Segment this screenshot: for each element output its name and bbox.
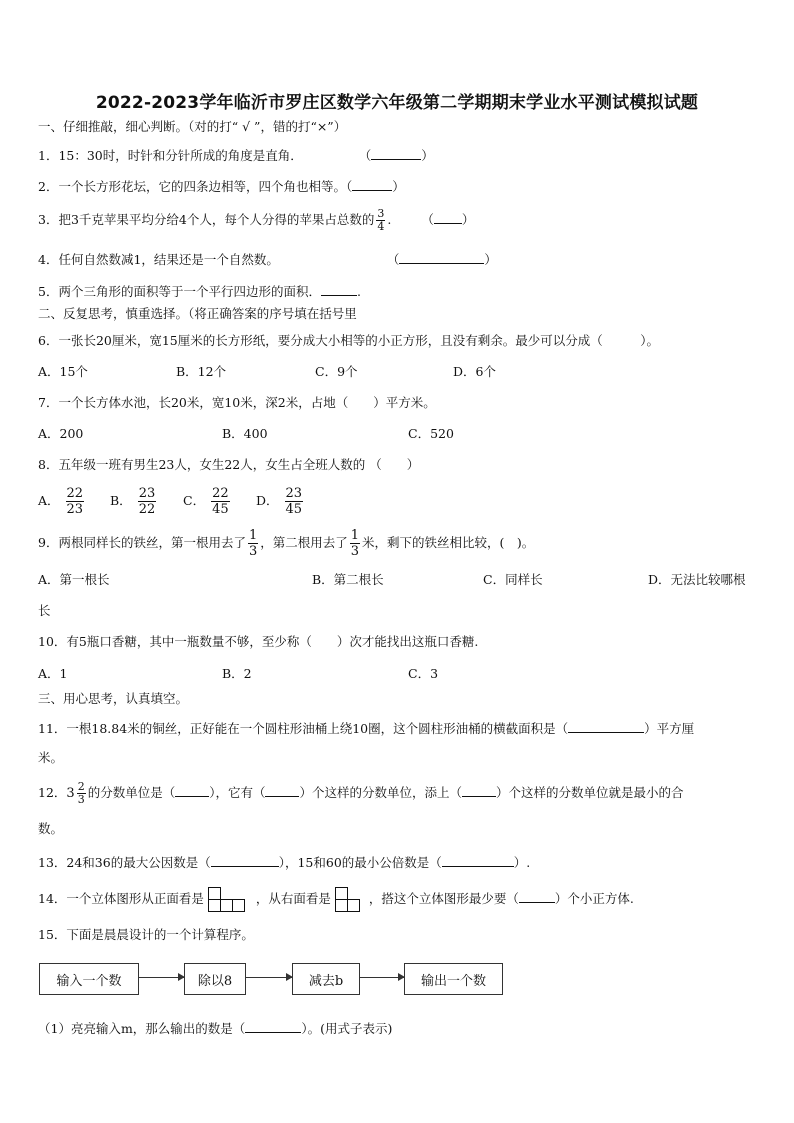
flow-arrow — [245, 977, 292, 978]
fraction: $\frac{3}{4}$ — [377, 207, 385, 233]
option[interactable]: B．2 — [222, 666, 252, 681]
answer-blank[interactable] — [462, 782, 496, 797]
fraction: $\frac{23}{45}$ — [285, 486, 303, 517]
option[interactable]: B．400 — [222, 426, 268, 441]
option[interactable]: B．第二根长 — [312, 572, 384, 587]
flow-arrow — [138, 977, 184, 978]
answer-blank[interactable] — [265, 782, 299, 797]
flow-step-subtract: 减去b — [292, 963, 360, 995]
question-12-wrap: 数。 — [38, 821, 64, 836]
fraction: $\frac{22}{45}$ — [212, 486, 229, 517]
flow-step-divide: 除以8 — [184, 963, 246, 995]
fraction: $\frac{1}{3}$ — [350, 528, 360, 559]
option[interactable]: C．同样长 — [483, 572, 543, 587]
front-view-icon — [208, 887, 252, 913]
right-view-icon — [335, 887, 365, 913]
answer-blank[interactable] — [371, 145, 421, 160]
fraction: $\frac{1}{3}$ — [248, 528, 258, 559]
section-heading-1: 一、仔细推敲，细心判断。（对的打“ √ ”，错的打“×”） — [38, 119, 347, 134]
fraction: $\frac{22}{23}$ — [66, 486, 84, 517]
flow-step-output: 输出一个数 — [404, 963, 503, 995]
option[interactable]: C．9个 — [315, 364, 358, 379]
question-10: 10．有5瓶口香糖，其中一瓶数量不够，至少称（ ）次才能找出这瓶口香糖. — [38, 634, 479, 649]
option[interactable]: C．3 — [408, 666, 439, 681]
question-6: 6．一张长20厘米，宽15厘米的长方形纸，要分成大小相等的小正方形，且没有剩余。最少可以分成（ ）。 — [38, 333, 660, 348]
question-1: 1．15：30时，时针和分针所成的角度是直角． （ ） — [38, 145, 434, 165]
page-title: 2022-2023学年临沂市罗庄区数学六年级第二学期期末学业水平测试模拟试题 — [95, 93, 699, 113]
option[interactable]: A．第一根长 — [38, 572, 110, 587]
answer-blank[interactable] — [352, 176, 392, 191]
option-wrap: 长 — [38, 603, 51, 618]
question-13: 13．24和36的最大公因数是（ ），15和60的最小公倍数是（ ）. — [38, 852, 530, 872]
question-15-1: （1）亮亮输入m，那么输出的数是（ ）。(用式子表示) — [38, 1018, 392, 1038]
section-heading-2: 二、反复思考，慎重选择。（将正确答案的序号填在括号里 — [38, 306, 357, 321]
question-9: 9．两根同样长的铁丝，第一根用去了 $\frac{1}{3}$ ，第二根用去了 $\frac{1}{3}$ 米，剩下的铁丝相比较，( )。 — [38, 528, 535, 559]
option[interactable]: A． $\frac{22}{23}$ — [38, 486, 84, 517]
fraction: $\frac{23}{22}$ — [138, 486, 156, 517]
answer-blank[interactable] — [175, 782, 209, 797]
option[interactable]: A．200 — [38, 426, 84, 441]
option[interactable]: B． $\frac{23}{22}$ — [110, 486, 156, 517]
answer-blank[interactable] — [434, 209, 462, 224]
option[interactable]: A．15个 — [38, 364, 88, 379]
answer-blank[interactable] — [211, 852, 279, 867]
answer-blank[interactable] — [519, 888, 555, 903]
question-7: 7．一个长方体水池，长20米，宽10米，深2米，占地（ ）平方米。 — [38, 395, 436, 410]
question-5: 5．两个三角形的面积等于一个平行四边形的面积． . — [38, 281, 361, 301]
option[interactable]: C．520 — [408, 426, 454, 441]
question-2: 2．一个长方形花坛，它的四条边相等，四个角也相等。（ ） — [38, 176, 405, 196]
option[interactable]: D．无法比较哪根 — [648, 572, 746, 587]
question-14: 14．一个立体图形从正面看是 ，从右面看是 ，搭这个立体图形最少要（ ）个小正方体. — [38, 886, 634, 913]
option[interactable]: B．12个 — [176, 364, 227, 379]
question-12: 12．3 $\frac{2}{3}$ 的分数单位是（ ），它有（ ）个这样的分数单位，添上（ ）个这样的分数单位就是最小的合 — [38, 780, 684, 806]
section-heading-3: 三、用心思考，认真填空。 — [38, 691, 189, 706]
answer-blank[interactable] — [442, 852, 514, 867]
option[interactable]: D． $\frac{23}{45}$ — [256, 486, 303, 517]
fraction: $\frac{2}{3}$ — [77, 780, 85, 806]
question-15: 15．下面是晨晨设计的一个计算程序。 — [38, 927, 254, 942]
option[interactable]: D．6个 — [453, 364, 496, 379]
question-11: 11．一根18.84米的铜丝，正好能在一个圆柱形油桶上绕10圈，这个圆柱形油桶的横截面积是（ ）平方厘 — [38, 718, 694, 738]
answer-blank[interactable] — [321, 281, 357, 296]
option[interactable]: A．1 — [38, 666, 68, 681]
option[interactable]: C． $\frac{22}{45}$ — [183, 486, 229, 517]
flow-step-input: 输入一个数 — [39, 963, 139, 995]
flow-arrow — [359, 977, 404, 978]
answer-blank[interactable] — [399, 249, 484, 264]
question-3: 3．把3千克苹果平均分给4个人，每个人分得的苹果占总数的 $\frac{3}{4}$ . （ ） — [38, 207, 475, 233]
question-4: 4．任何自然数减1，结果还是一个自然数。 （ ） — [38, 249, 497, 269]
question-8: 8．五年级一班有男生23人，女生22人，女生占全班人数的 （ ） — [38, 457, 420, 472]
answer-blank[interactable] — [568, 718, 644, 733]
answer-blank[interactable] — [245, 1018, 301, 1033]
question-11-wrap: 米。 — [38, 750, 64, 765]
